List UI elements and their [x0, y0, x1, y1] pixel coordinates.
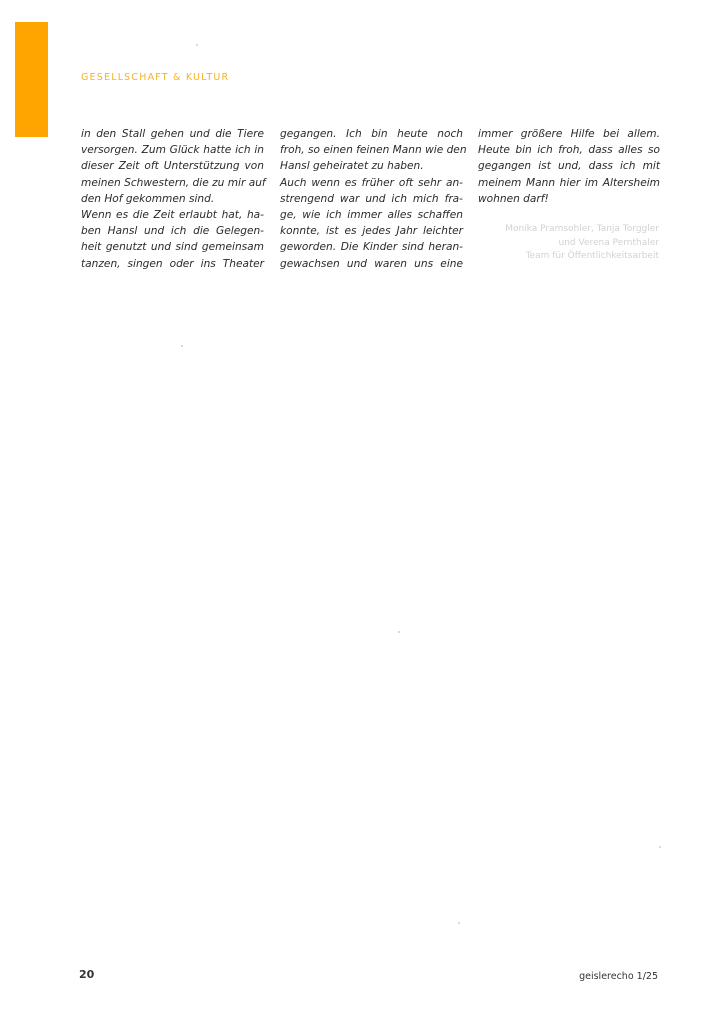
- text-line: Wenn es die Zeit erlaubt hat, ha-: [81, 209, 264, 222]
- page-number: 20: [79, 968, 95, 981]
- text-line: ge, wie ich immer alles schaffen: [280, 209, 463, 222]
- scan-speck: [398, 631, 400, 633]
- text-line: froh, so einen feinen Mann wie den: [280, 144, 467, 157]
- credit-line: Team für Öffentlichkeitsarbeit: [525, 251, 659, 262]
- text-line: Auch wenn es früher oft sehr an-: [280, 176, 463, 189]
- text-line: den Hof gekommen sind.: [81, 192, 215, 205]
- publication-name: geislerecho 1/25: [579, 971, 658, 982]
- credit-line: und Verena Pernthaler: [558, 237, 659, 248]
- text-line: tanzen, singen oder ins Theater: [81, 257, 264, 270]
- scan-speck: [659, 846, 661, 848]
- scan-speck: [196, 44, 198, 46]
- scan-speck: [181, 345, 183, 347]
- article-column-2: [280, 126, 467, 272]
- text-line: konnte, ist es jedes Jahr leichter: [280, 225, 463, 238]
- text-line: wohnen darf!: [478, 192, 549, 205]
- article-column-1: [81, 126, 264, 272]
- text-line: gegangen ist und, dass ich mit: [478, 160, 660, 173]
- article-column-3: [478, 126, 660, 207]
- scan-speck: [458, 922, 460, 924]
- text-line: geworden. Die Kinder sind heran-: [280, 241, 463, 254]
- text-line: dieser Zeit oft Unterstützung von: [81, 160, 264, 173]
- text-line: meinem Mann hier im Altersheim: [478, 176, 660, 189]
- text-line: Heute bin ich froh, dass alles so: [478, 144, 660, 157]
- author-credits: [478, 223, 659, 264]
- text-line: in den Stall gehen und die Tiere: [81, 128, 264, 140]
- credit-line: Monika Pramsohler, Tanja Torggler: [505, 224, 659, 234]
- text-line: immer größere Hilfe bei allem.: [478, 128, 660, 140]
- text-line: ben Hansl und ich die Gelegen-: [81, 225, 264, 238]
- text-line: versorgen. Zum Glück hatte ich in: [81, 144, 264, 157]
- text-line: strengend war und ich mich fra-: [280, 192, 463, 205]
- text-line: Hansl geheiratet zu haben.: [280, 160, 424, 173]
- text-line: gewachsen und waren uns eine: [280, 257, 463, 270]
- text-line: gegangen. Ich bin heute noch: [280, 128, 463, 140]
- text-line: heit genutzt und sind gemeinsam: [81, 241, 264, 254]
- section-accent-bar: [15, 22, 48, 137]
- text-line: meinen Schwestern, die zu mir auf: [81, 176, 266, 189]
- section-label: GESELLSCHAFT & KULTUR: [81, 72, 230, 83]
